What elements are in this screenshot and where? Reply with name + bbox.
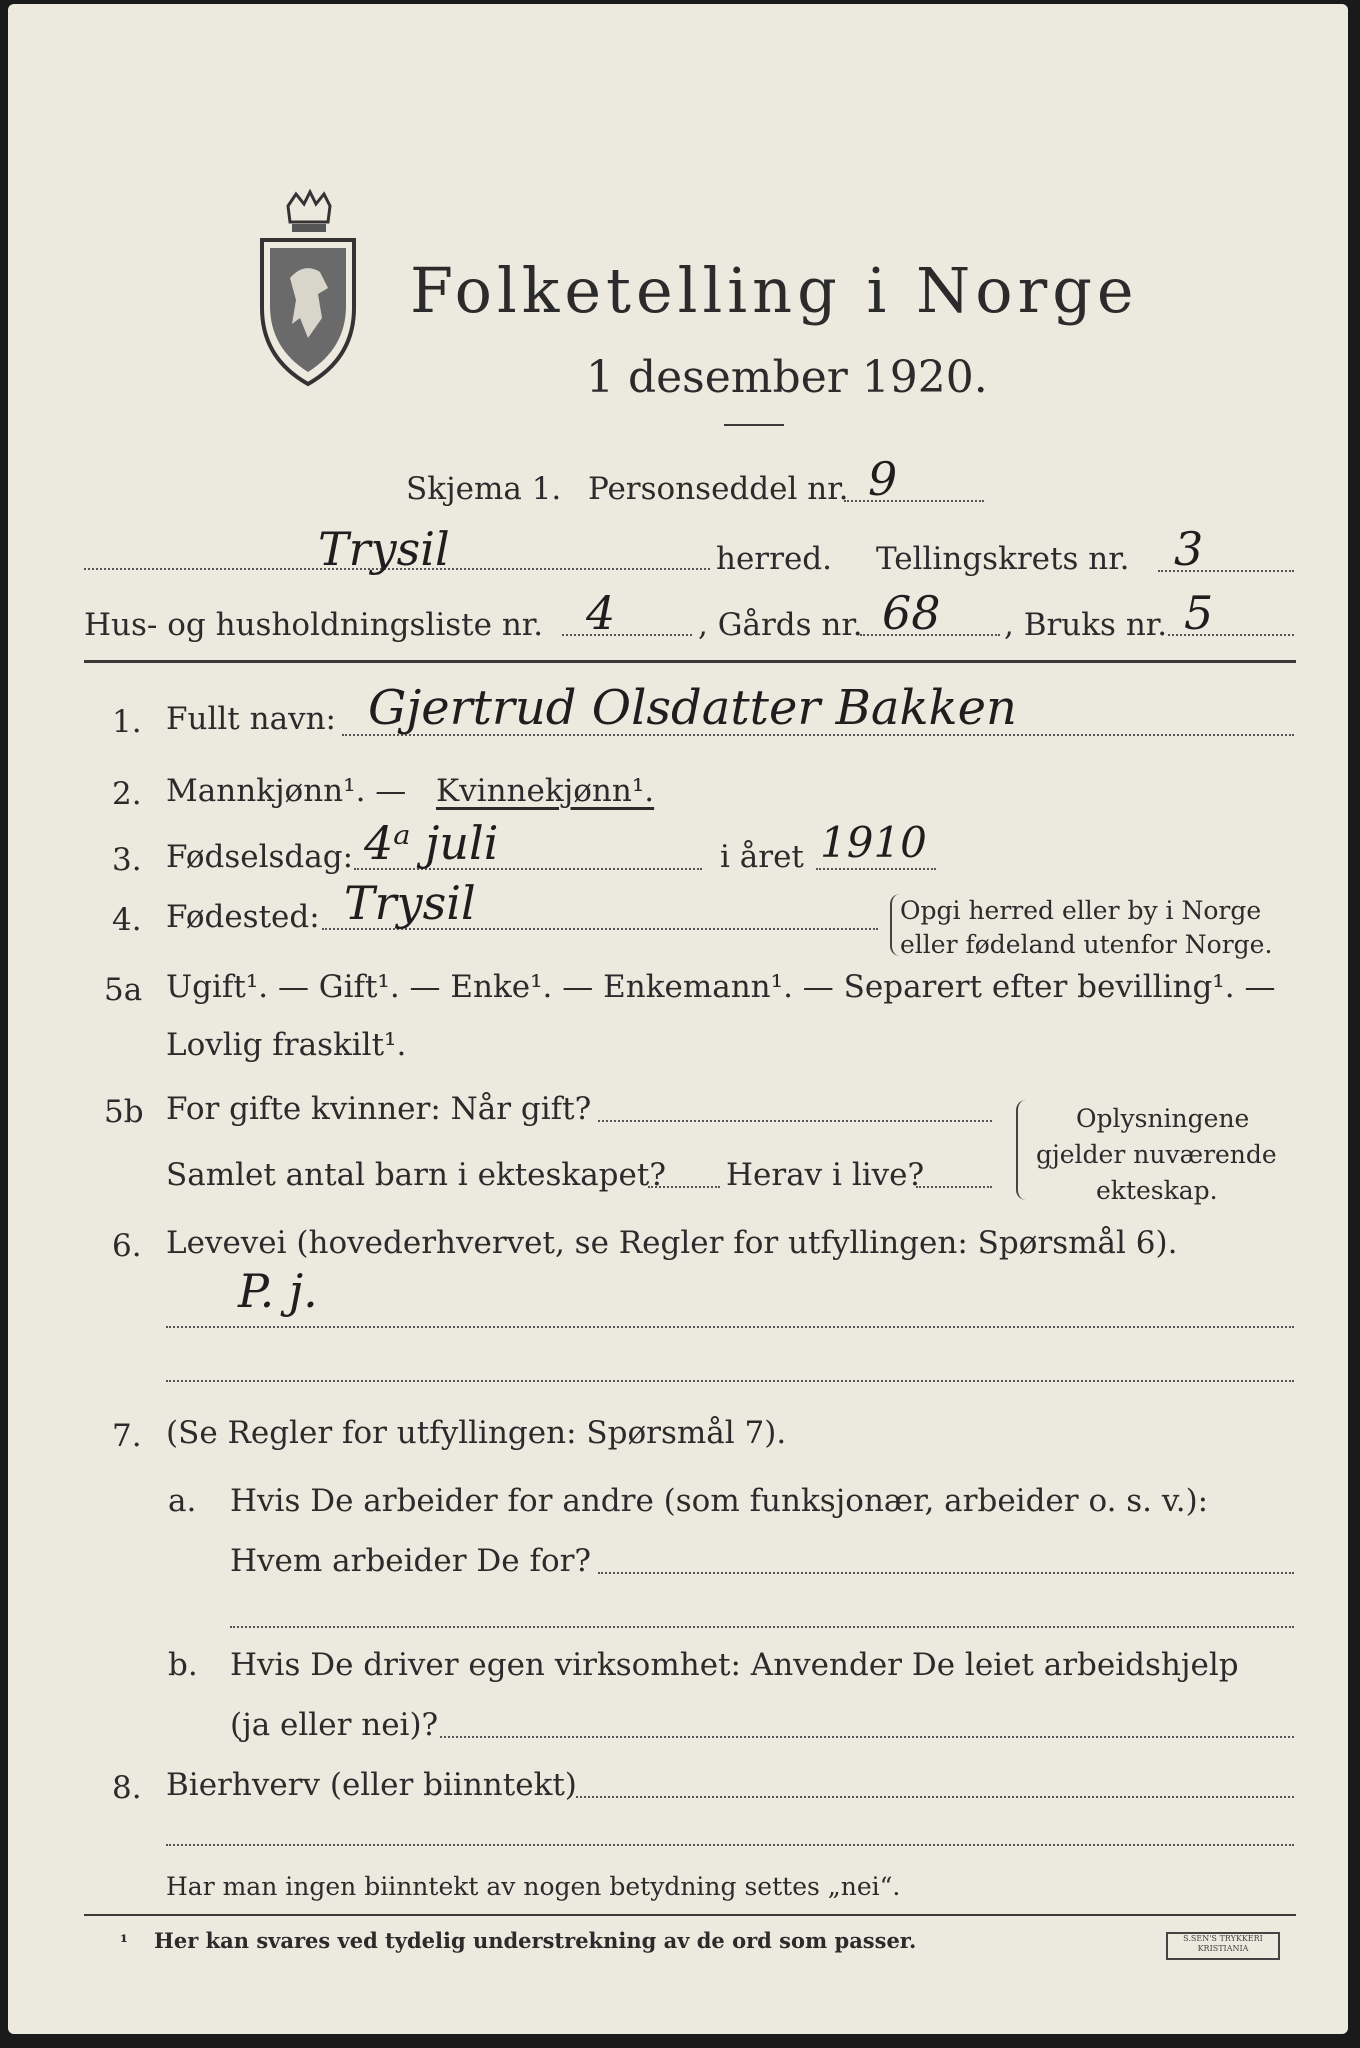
- children-alive-label: Herav i live?: [726, 1157, 925, 1193]
- census-form-page: [8, 4, 1348, 2034]
- form-title: Folketelling i Norge: [410, 254, 1139, 327]
- husholdning-label: Hus- og husholdningsliste nr.: [84, 607, 544, 643]
- marital-status-options[interactable]: Ugift¹. — Gift¹. — Enke¹. — Enkemann¹. — Separert efter bevilling¹. —: [166, 969, 1276, 1005]
- tellingskrets-label: Tellingskrets nr.: [876, 541, 1130, 577]
- children-alive-field[interactable]: [916, 1186, 992, 1188]
- q5b-note-line3: ekteskap.: [1096, 1176, 1218, 1205]
- q3-number: 3.: [112, 842, 142, 878]
- q5b-brace: [1016, 1100, 1026, 1200]
- q1-number: 1.: [112, 704, 142, 740]
- divorced-option[interactable]: Lovlig fraskilt¹.: [166, 1027, 407, 1063]
- employer-field[interactable]: [598, 1572, 1294, 1574]
- husholdning-value: 4: [586, 586, 616, 640]
- q7-label: (Se Regler for utfyllingen: Spørsmål 7).: [166, 1415, 787, 1451]
- q3-label: Fødselsdag:: [166, 839, 354, 875]
- when-married-label: For gifte kvinner: Når gift?: [166, 1091, 592, 1127]
- footnote-text: Her kan svares ved tydelig understrekning av de ord som passer.: [154, 1928, 917, 1953]
- occupation-field-2[interactable]: [166, 1380, 1294, 1382]
- schema-label: Skjema 1.: [406, 471, 562, 507]
- q8-label: Bierhverv (eller biinntekt): [166, 1767, 577, 1803]
- q4-note-line2: eller fødeland utenfor Norge.: [900, 930, 1273, 959]
- birthday-value: 4ᵃ juli: [364, 816, 499, 870]
- q6-label: Levevei (hovederhvervet, se Regler for utfyllingen: Spørsmål 6).: [166, 1225, 1178, 1261]
- gards-label: , Gårds nr.: [698, 607, 863, 643]
- no-income-note: Har man ingen biinntekt av nogen betydning settes „nei“.: [166, 1872, 901, 1901]
- q5b-note-line1: Oplysningene: [1076, 1104, 1250, 1133]
- q7a-mark: a.: [168, 1483, 197, 1519]
- herred-value: Trysil: [318, 522, 450, 576]
- q1-label: Fullt navn:: [166, 701, 336, 737]
- q8-number: 8.: [112, 1770, 142, 1806]
- q7b-mark: b.: [168, 1647, 198, 1683]
- bruks-value: 5: [1184, 586, 1214, 640]
- personseddel-value: 9: [868, 452, 898, 506]
- birthplace-value: Trysil: [344, 876, 476, 930]
- children-count-label: Samlet antal barn i ekteskapet?: [166, 1157, 666, 1193]
- employer-field-2[interactable]: [230, 1626, 1294, 1628]
- q2-male-option[interactable]: Mannkjønn¹. —: [166, 773, 407, 809]
- children-count-field[interactable]: [648, 1186, 720, 1188]
- husholdning-field[interactable]: [562, 634, 692, 636]
- personseddel-field[interactable]: [844, 500, 984, 502]
- q7-number: 7.: [112, 1418, 142, 1454]
- occupation-value: P. j.: [238, 1264, 318, 1318]
- q4-note-line1: Opgi herred eller by i Norge: [900, 896, 1262, 925]
- birth-year-value: 1910: [820, 818, 927, 867]
- coat-of-arms-icon: [248, 188, 368, 388]
- header-divider: [84, 660, 1296, 663]
- q5a-number: 5a: [104, 972, 143, 1008]
- q7a-line1: Hvis De arbeider for andre (som funksjonær, arbeider o. s. v.):: [230, 1483, 1209, 1519]
- footnote-mark: ¹: [120, 1932, 128, 1953]
- gards-value: 68: [882, 586, 941, 640]
- secondary-income-field-2[interactable]: [166, 1844, 1294, 1846]
- title-divider: [724, 424, 784, 426]
- footer-divider: [84, 1914, 1296, 1916]
- birth-year-field[interactable]: [816, 868, 936, 870]
- q4-brace: [890, 894, 900, 956]
- full-name-value: Gjertrud Olsdatter Bakken: [368, 680, 1017, 736]
- personseddel-label: Personseddel nr.: [588, 471, 849, 507]
- q4-number: 4.: [112, 902, 142, 938]
- secondary-income-field[interactable]: [576, 1796, 1294, 1798]
- herred-label: herred.: [716, 541, 832, 577]
- printer-stamp: S.SEN'S TRYKKERI KRISTIANIA: [1166, 1932, 1280, 1960]
- q4-label: Fødested:: [166, 899, 320, 935]
- q7b-hired-help-label: (ja eller nei)?: [230, 1707, 439, 1743]
- census-date: 1 desember 1920.: [586, 352, 988, 403]
- q7a-employer-label: Hvem arbeider De for?: [230, 1543, 592, 1579]
- q7b-line1: Hvis De driver egen virksomhet: Anvender De leiet arbeidshjelp: [230, 1647, 1239, 1683]
- year-label: i året: [720, 839, 804, 875]
- tellingskrets-value: 3: [1174, 522, 1204, 576]
- hired-help-field[interactable]: [440, 1736, 1294, 1738]
- q6-number: 6.: [112, 1228, 142, 1264]
- bruks-label: , Bruks nr.: [1004, 607, 1168, 643]
- q5b-number: 5b: [104, 1094, 144, 1130]
- q2-number: 2.: [112, 776, 142, 812]
- q2-female-option[interactable]: Kvinnekjønn¹.: [436, 773, 655, 809]
- occupation-field[interactable]: [166, 1326, 1294, 1328]
- when-married-field[interactable]: [598, 1120, 992, 1122]
- q5b-note-line2: gjelder nuværende: [1036, 1140, 1277, 1169]
